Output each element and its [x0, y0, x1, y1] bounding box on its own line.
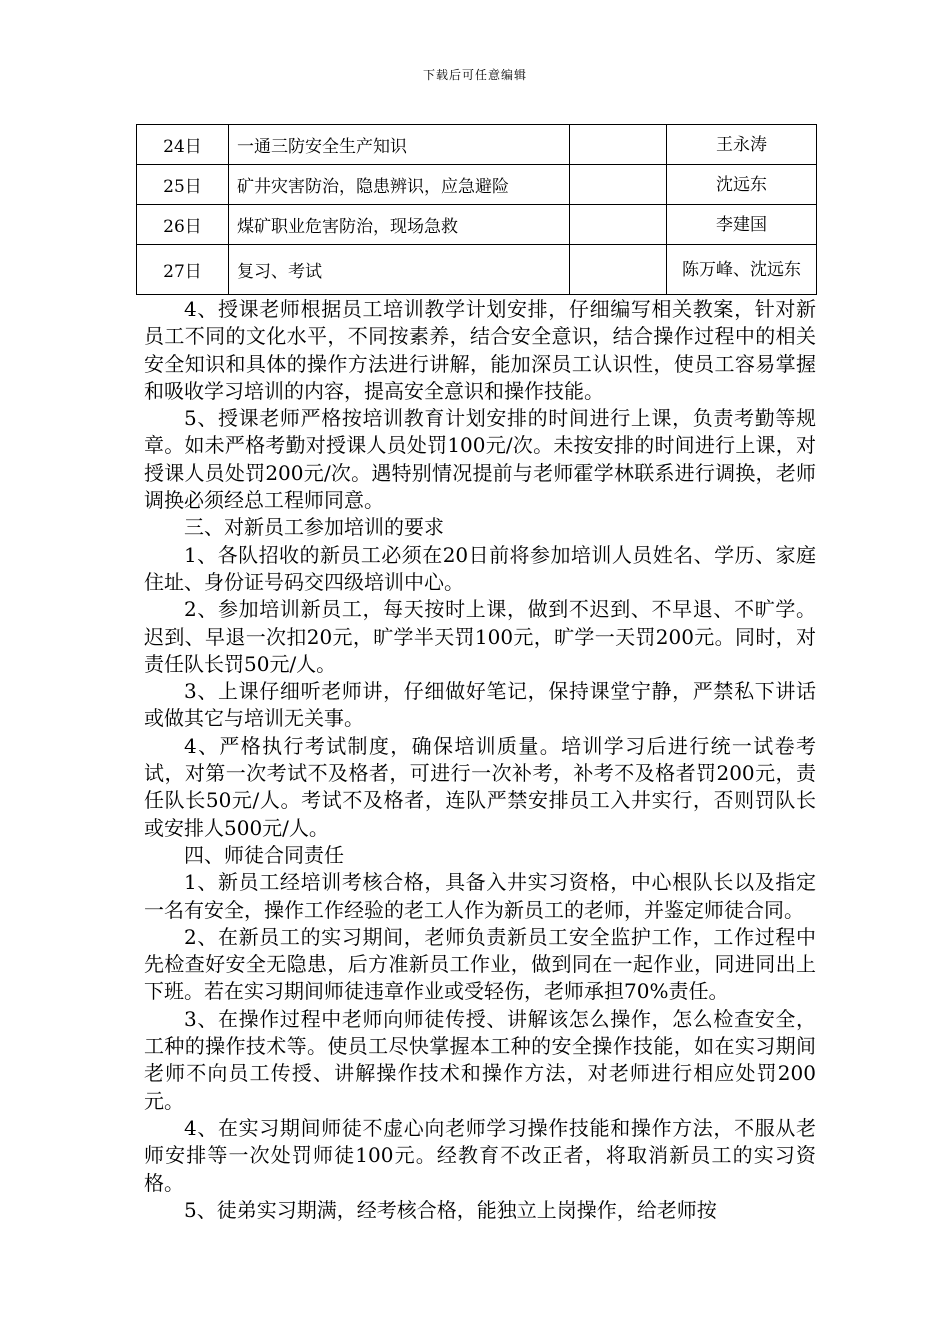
- paragraph: 3、上课仔细听老师讲，仔细做好笔记，保持课堂宁静，严禁私下讲话或做其它与培训无关事。: [144, 679, 816, 731]
- paragraph: 2、参加培训新员工，每天按时上课，做到不迟到、不早退、不旷学。迟到、早退一次扣20元，旷学半天罚100元，旷学一天罚200元。同时，对责任队长罚50元/人。: [144, 597, 816, 676]
- paragraph: 2、在新员工的实习期间，老师负责新员工安全监护工作，工作过程中先检查好安全无隐患，后方准新员工作业，做到同在一起作业，同进同出上下班。若在实习期间师徒违章作业或受轻伤，老师承担70%责任。: [144, 924, 816, 1004]
- blank-cell: [570, 205, 667, 245]
- table-row: [137, 245, 817, 295]
- instructor-cell: 王永涛: [667, 125, 817, 165]
- section-heading: 四、师徒合同责任: [184, 842, 344, 867]
- paragraph: 5、授课老师严格按培训教育计划安排的时间进行上课，负责考勤等规章。如未严格考勤对授课人员处罚100元/次。未按安排的时间进行上课，对授课人员处罚200元/次。遇特别情况提前与老师霍学林联系进行调换，老师调换必须经总工程师同意。: [144, 406, 816, 513]
- topic-cell: 煤矿职业危害防治，现场急救: [229, 205, 570, 245]
- paragraph: 5、徒弟实习期满，经考核合格，能独立上岗操作，给老师按: [184, 1197, 717, 1222]
- blank-cell: [570, 165, 667, 205]
- section-heading: 三、对新员工参加培训的要求: [184, 515, 444, 540]
- paragraph: 4、在实习期间师徒不虚心向老师学习操作技能和操作方法，不服从老师安排等一次处罚师徒100元。经教育不改正者，将取消新员工的实习资格。: [144, 1115, 816, 1195]
- topic-cell: 一通三防安全生产知识: [229, 125, 570, 165]
- instructor-cell: 陈万峰、沈远东: [667, 245, 817, 295]
- instructor-cell: 沈远东: [667, 165, 817, 205]
- page-header: 下载后可任意编辑: [422, 68, 527, 82]
- paragraph: 1、新员工经培训考核合格，具备入井实习资格，中心根队长以及指定一名有安全，操作工作经验的老工人作为新员工的老师，并鉴定师徒合同。: [144, 870, 816, 922]
- paragraph: 4、严格执行考试制度，确保培训质量。培训学习后进行统一试卷考试，对第一次考试不及格者，可进行一次补考，补考不及格者罚200元，责任队长50元/人。考试不及格者，连队严禁安排员工入井实行，否则罚队长或安排人500元/人。: [144, 733, 816, 840]
- day-cell: 24日: [137, 125, 229, 165]
- document-body: [144, 296, 816, 1224]
- paragraph: 3、在操作过程中老师向师徒传授、讲解该怎么操作，怎么检查安全，工种的操作技术等。使员工尽快掌握本工种的安全操作技能，如在实习期间老师不向员工传授、讲解操作技术和操作方法，对老师进行相应处罚200元。: [144, 1006, 816, 1113]
- table-row: [137, 205, 817, 245]
- day-cell: 25日: [137, 165, 229, 205]
- instructor-cell: 李建国: [667, 205, 817, 245]
- paragraph: 1、各队招收的新员工必须在20日前将参加培训人员姓名、学历、家庭住址、身份证号码交四级培训中心。: [144, 542, 816, 594]
- paragraph: 4、授课老师根据员工培训教学计划安排，仔细编写相关教案，针对新员工不同的文化水平，不同按素养，结合安全意识，结合操作过程中的相关安全知识和具体的操作方法进行讲解，能加深员工认识性，使员工容易掌握和吸收学习培训的内容，提高安全意识和操作技能。: [144, 297, 816, 403]
- training-schedule-table: [136, 124, 817, 295]
- day-cell: 26日: [137, 205, 229, 245]
- topic-cell: 复习、考试: [229, 245, 570, 295]
- table-row: [137, 165, 817, 205]
- table-row: [137, 125, 817, 165]
- topic-cell: 矿井灾害防治，隐患辨识，应急避险: [229, 165, 570, 205]
- day-cell: 27日: [137, 245, 229, 295]
- blank-cell: [570, 245, 667, 295]
- blank-cell: [570, 125, 667, 165]
